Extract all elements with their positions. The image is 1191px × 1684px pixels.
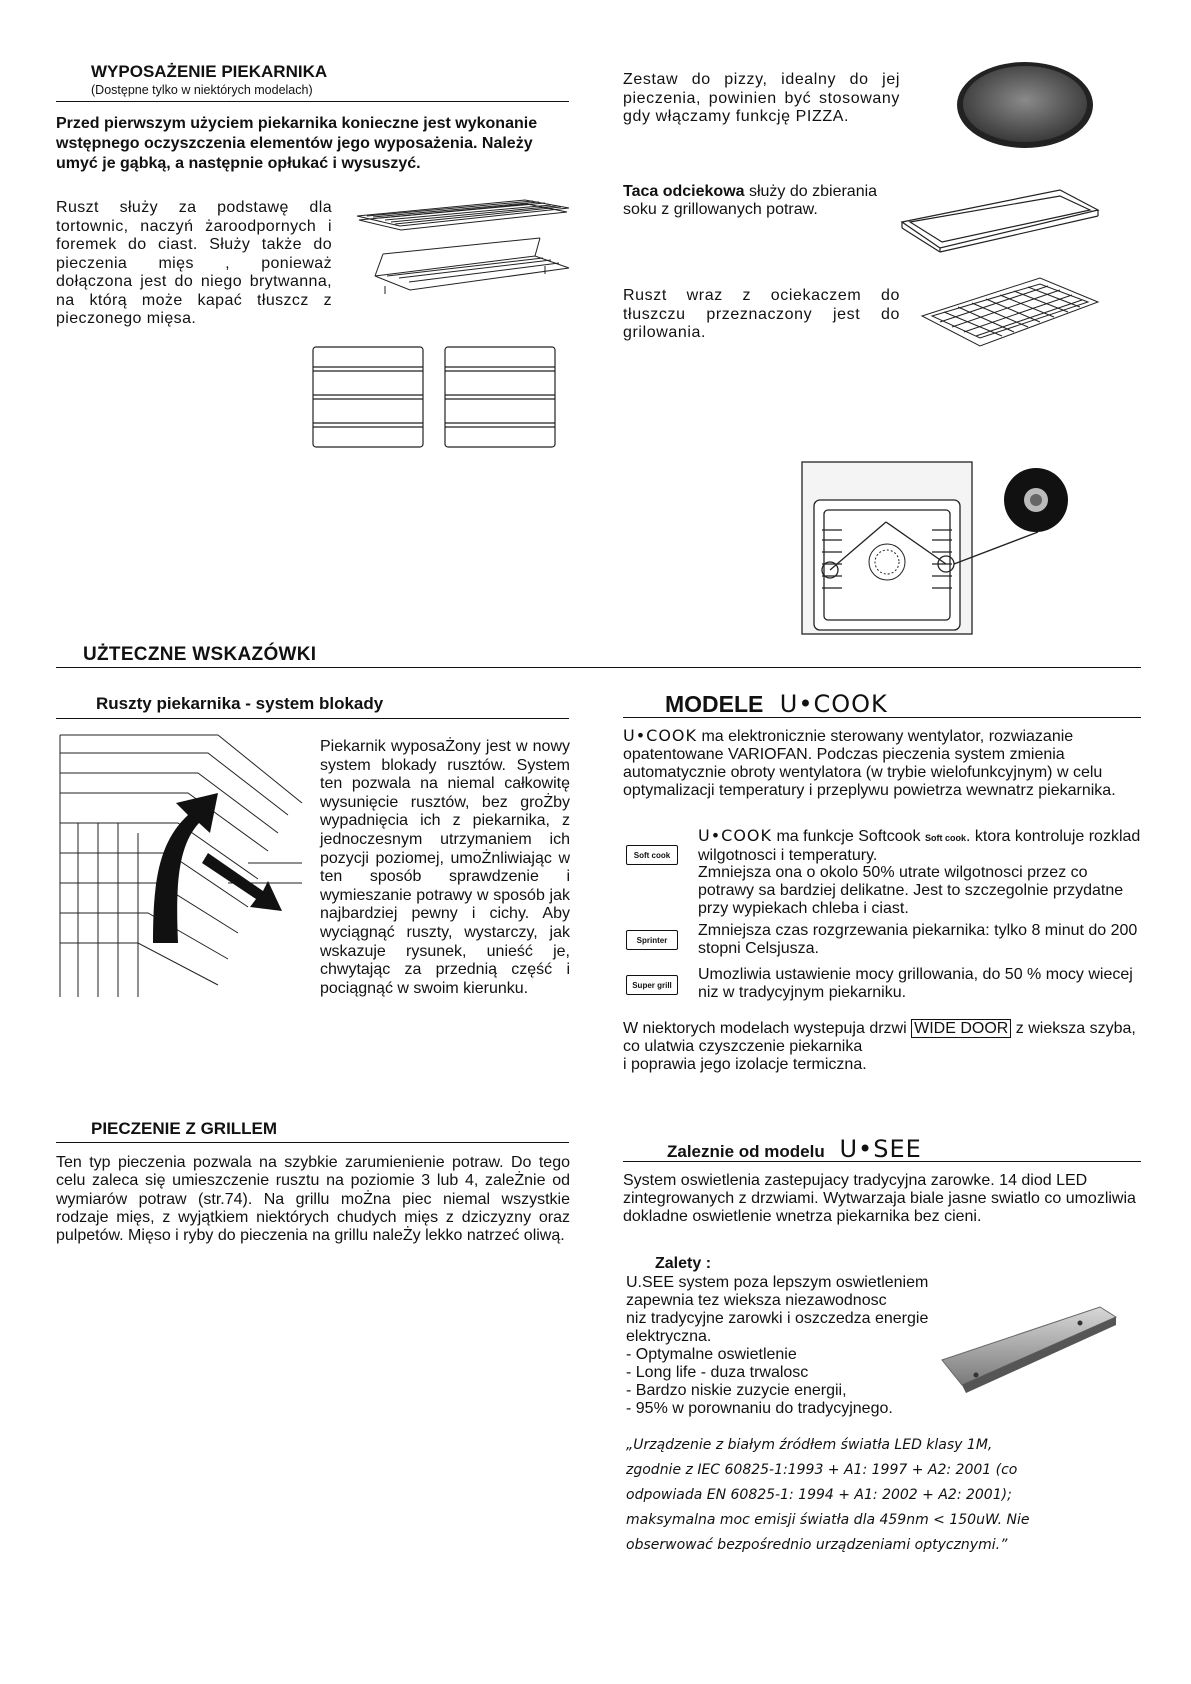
- equipment-title: WYPOSAŻENIE PIEKARNIKA: [91, 62, 328, 81]
- racks-title: Ruszty piekarnika - system blokady: [96, 694, 384, 713]
- softcook-inline-icon: Soft cook: [924, 833, 966, 843]
- led-note-line: odpowiada EN 60825-1: 1994 + A1: 2002 + A2: 2001);: [626, 1487, 1012, 1503]
- grill-description: Ten typ pieczenia pozwala na szybkie zarumienienie potraw. Do tego celu zaleca się umieszczenie rusztu na poziomie 3 lub 4, zaleŻnie od wymiarów potraw (str.74). Na grillu moŻna piec niemal wszystkie rodzaje mięs, z wyjątkiem niektórych chudych mięs z dziczyzny oraz pulpetów. Mięso i ryby do pieczenia na grillu naleŻy lekko natrzeć oliwą.: [56, 1154, 570, 1245]
- equipment-intro: Przed pierwszym użyciem piekarnika konieczne jest wykonanie wstępnego oczyszczenia elementów jego wyposażenia. Należy umyć je gąbką, a następnie opłukać i wysuszyć.: [56, 115, 538, 172]
- ucook-logo: U•COOK: [779, 690, 888, 718]
- usee-advantage: - Optymalne oswietlenie: [626, 1346, 797, 1363]
- usee-advantage: - Bardzo niskie zuzycie energii,: [626, 1382, 847, 1399]
- rack-lock-illustration: [58, 733, 303, 998]
- ucook-intro: [623, 727, 1141, 800]
- led-note-line: „Urządzenie z białym źródłem światła LED klasy 1M,: [626, 1437, 993, 1453]
- usee-advantage: - 95% w porownaniu do tradycyjnego.: [626, 1400, 893, 1417]
- pizza-description: Zestaw do pizzy, idealny do jej pieczenia, powinien być stosowany gdy włączamy funkcję PIZZA.: [623, 71, 900, 125]
- racks-rule: [56, 718, 569, 719]
- usee-advantages-list: [626, 1274, 966, 1418]
- sprinter-badge: Sprinter: [626, 930, 678, 950]
- usee-advantage: zapewnia tez wieksza niezawodnosc: [626, 1292, 887, 1309]
- oven-interior-illustration: [800, 460, 1070, 640]
- wide-door-text-b: z wieksza szyba, co ulatwia czyszczenie piekarnika: [623, 1020, 1136, 1055]
- grill-rule: [56, 1142, 569, 1143]
- usee-advantage: U.SEE system poza lepszym oswietleniem: [626, 1274, 929, 1291]
- tips-title: UŻTECZNE WSKAZÓWKI: [83, 644, 317, 665]
- wide-door-text-c: i poprawia jego izolacje termiczna.: [623, 1056, 867, 1073]
- softcook-text-b: . ktora kontroluje rozklad wilgotnosci i temperatury.: [698, 828, 1141, 864]
- usee-heading: [667, 1135, 922, 1163]
- drip-tray-text: służy do zbierania soku z grillowanych potraw.: [623, 183, 878, 218]
- ucook-logo-softcook: U•COOK: [698, 826, 772, 845]
- usee-advantage: niz tradycyjne zarowki i oszczedza energie: [626, 1310, 929, 1327]
- rack-description: Ruszt służy za podstawę dla tortownic, naczyń żaroodpornych i foremek do ciast. Służy także do pieczenia mięs , ponieważ dołączona jest do niego brytwanna, na którą może kapać tłuszcz z pieczonego mięsa.: [56, 199, 332, 327]
- tips-rule: [56, 667, 1141, 668]
- usee-intro: System oswietlenia zastepujacy tradycyjna zarowke. 14 diod LED zintegrowanych z drzwiami. Wytwarzaja biale jasne swiatlo co umozliwia dokladne oswietlenie wnetrza piekarnika bez cieni.: [623, 1172, 1136, 1225]
- grill-title: PIECZENIE Z GRILLEM: [91, 1119, 278, 1138]
- supergrill-description: Umozliwia ustawienie mocy grillowania, do 50 % mocy wiecej niz w tradycyjnym piekarniku.: [698, 966, 1133, 1001]
- softcook-text-a: ma funkcje Softcook: [772, 828, 925, 845]
- softcook-description-2: Zmniejsza ona o okolo 50% utrate wilgotnosci przez co potrawy sa bardziej delikatne. Jest to szczegolnie przydatne przy wypiekach chleba i ciast.: [698, 864, 1124, 917]
- led-note-line: zgodnie z IEC 60825-1:1993 + A1: 1997 + A2: 2001 (co: [626, 1462, 1018, 1478]
- racks-description: Piekarnik wyposaŻony jest w nowy system blokady rusztów. System ten pozwala na niemal całkowitę wysunięcie rusztów, bez groŻby wypadnięcia ich z piekarnika, z jednoczesnym utrzymaniem ich pozycji poziomej, umoŻnliwiając w ten sposób sprawdzenie i wymieszanie potrawy w sposób jak najbardziej pewny i cichy. Aby wyciągnąć ruszty, wystarczy, jak wskazuje rysunek, unieść je, chwytając za przednią część i pociągnąć w swoim kierunku.: [320, 738, 570, 997]
- equipment-subtitle: (Dostępne tylko w niektórych modelach): [91, 83, 313, 97]
- softcook-badge: Soft cook: [626, 845, 678, 865]
- supergrill-badge: Super grill: [626, 975, 678, 995]
- usee-advantage: - Long life - duza trwalosc: [626, 1364, 809, 1381]
- led-strip-illustration: [940, 1305, 1120, 1395]
- usee-advantages-title: Zalety :: [655, 1255, 712, 1272]
- drip-tray-label: Taca odciekowa: [623, 183, 745, 200]
- usee-heading-text: Zaleznie od modelu: [667, 1142, 825, 1161]
- ucook-heading: [665, 690, 888, 718]
- wide-door-description: [623, 1020, 1141, 1074]
- ucook-logo-inline: U•COOK: [623, 726, 697, 745]
- usee-advantage: elektryczna.: [626, 1328, 712, 1345]
- equipment-rule: [56, 101, 569, 102]
- led-note-line: obserwować bezpośrednio urządzeniami optycznymi.”: [626, 1537, 1008, 1553]
- wide-door-label: WIDE DOOR: [911, 1019, 1011, 1038]
- softcook-description: [698, 827, 1142, 865]
- drip-tray-description: [623, 183, 908, 219]
- side-rails-illustration: [305, 345, 560, 448]
- wide-door-text-a: W niektorych modelach wystepuja drzwi: [623, 1020, 912, 1037]
- pizza-pan-illustration: [955, 60, 1095, 150]
- led-note-line: maksymalna moc emisji światła dla 459nm < 150uW. Nie: [626, 1512, 1030, 1528]
- grill-rack-description: Ruszt wraz z ociekaczem do tłuszczu przeznaczony jest do grilowania.: [623, 287, 900, 341]
- oven-rack-illustration: [355, 198, 570, 313]
- led-safety-note: [626, 1433, 1126, 1558]
- usee-logo: U•SEE: [839, 1135, 922, 1163]
- ucook-intro-text: ma elektronicznie sterowany wentylator, rozwiazanie opatentowane VARIOFAN. Podczas pieczenia system zmienia automatycznie obroty wentylatora (w trybie wielofunkcyjnym) w celu optymalizacji temperatury i przeplywu powietrza wewnatrz piekarnika.: [623, 728, 1116, 799]
- drip-tray-illustration: [900, 188, 1100, 253]
- grill-rack-illustration: [920, 276, 1100, 348]
- ucook-rule: [623, 717, 1141, 718]
- sprinter-description: Zmniejsza czas rozgrzewania piekarnika: tylko 8 minut do 200 stopni Celsjusza.: [698, 922, 1138, 957]
- ucook-heading-text: MODELE: [665, 691, 764, 717]
- usee-rule: [623, 1161, 1141, 1162]
